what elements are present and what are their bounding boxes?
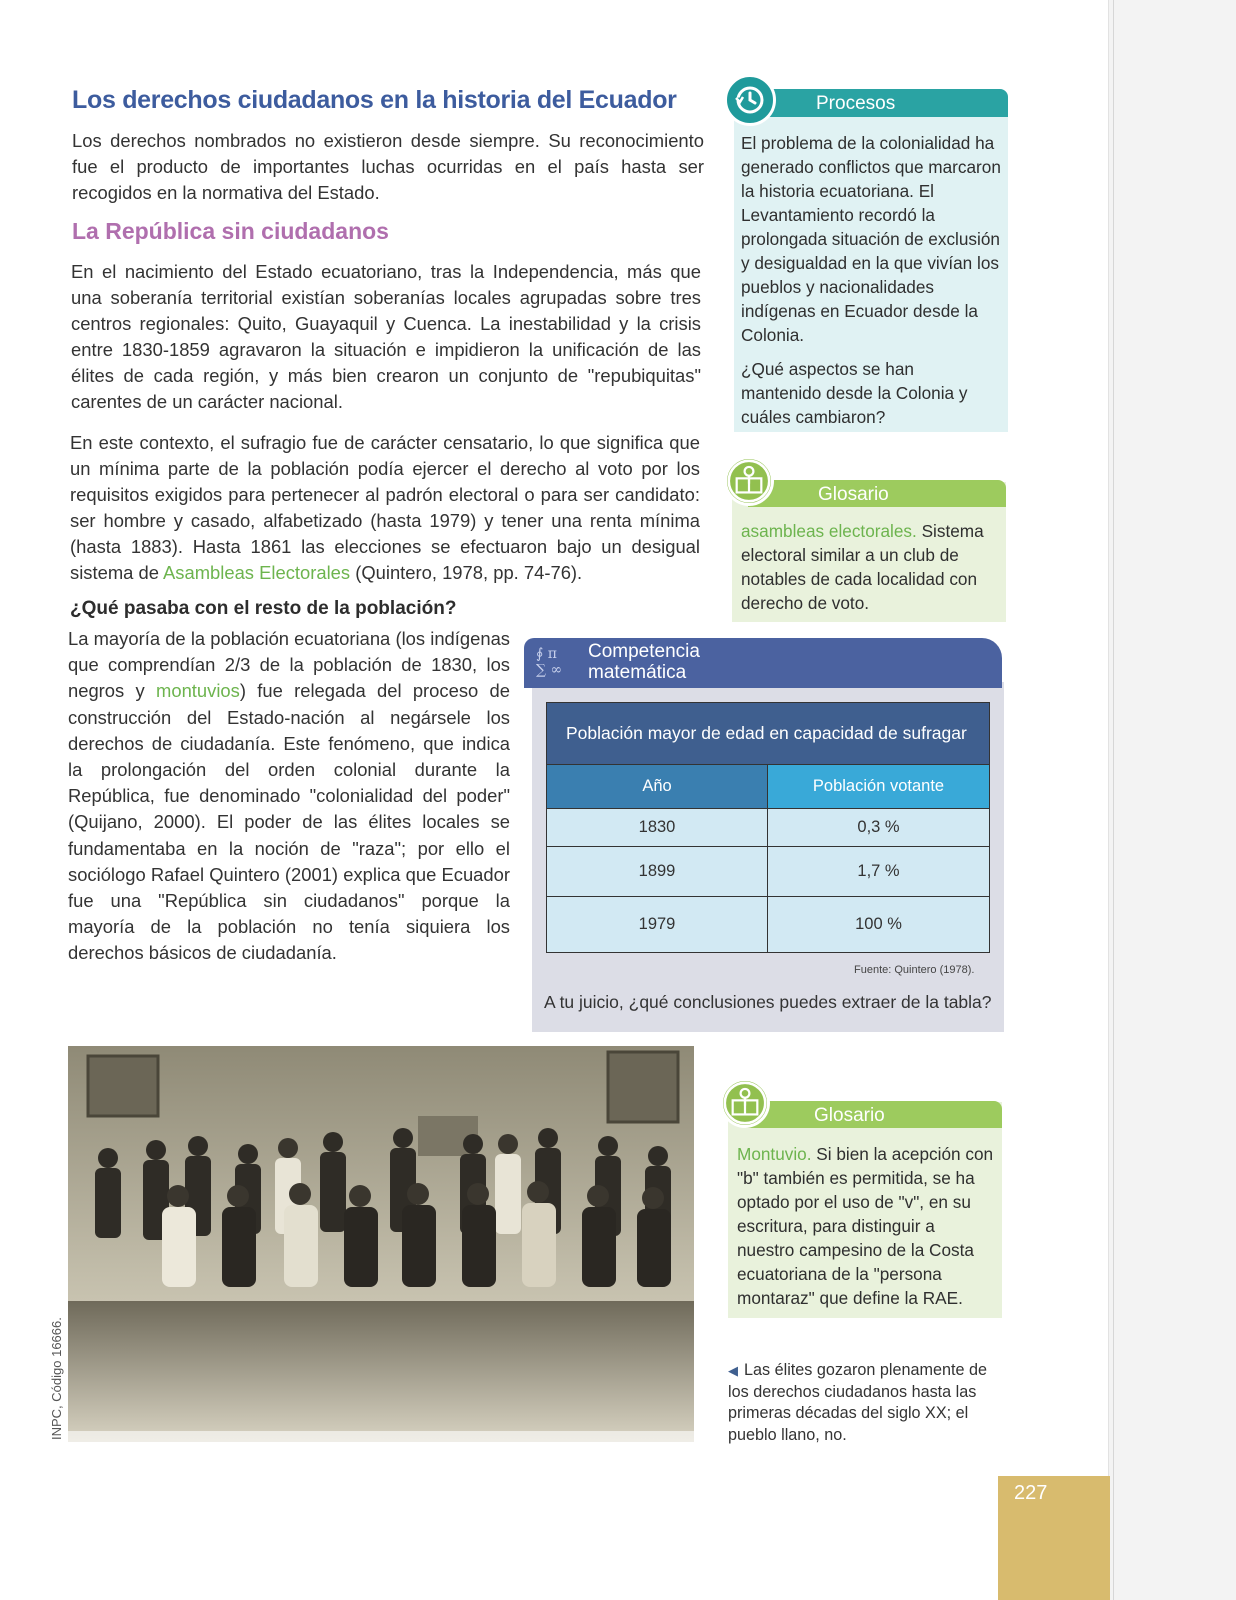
page-edge bbox=[1108, 0, 1236, 1600]
table-cell-population: 1,7 % bbox=[768, 847, 990, 897]
table-row bbox=[547, 809, 990, 847]
glosario-term: Montuvio. bbox=[737, 1144, 812, 1164]
glosario-definition bbox=[741, 519, 1003, 615]
glosario-term: asambleas electorales. bbox=[741, 521, 917, 541]
table-header-year: Año bbox=[547, 765, 768, 809]
competencia-header bbox=[524, 638, 1002, 688]
competencia-matematica-box bbox=[524, 638, 1004, 1032]
glossary-link-montuvios[interactable]: montuvios bbox=[156, 680, 240, 702]
table-source: Fuente: Quintero (1978). bbox=[854, 964, 975, 976]
glosario-definition-text: Sistema electoral similar a un club de notables de cada localidad con derecho de voto. bbox=[741, 521, 984, 613]
page-number-box bbox=[998, 1476, 1110, 1600]
procesos-header: Procesos bbox=[746, 89, 1008, 117]
paragraph-birth-of-state: En el nacimiento del Estado ecuatoriano, tras la Independencia, más que una soberanía territorial existían soberanías locales agrupadas sobre tres centros regionales: Quito, Guayaquil y Cuenca. La inestabilidad y la crisis entre 1830-1859 agravaron la situación e impidieron la unificación de las élites de cada región, y más bien crearon un conjunto de "repubiquitas" carentes de un carácter nacional. bbox=[71, 261, 701, 412]
glosario-definition-text: Si bien la acepción con "b" también es permitida, se ha optado por el uso de "v", en su escritura, para distinguir a nuestro campesino de la Costa ecuatoriana de la "persona montaraz" que define la RAE. bbox=[737, 1144, 994, 1308]
historical-group-photo bbox=[68, 1046, 694, 1442]
table-cell-population: 0,3 % bbox=[768, 809, 990, 847]
page-title: Los derechos ciudadanos en la historia del Ecuador bbox=[72, 86, 677, 114]
paragraph-text: La mayoría de la población ecuatoriana (los indígenas que comprendían 2/3 de la población de 1830, los negros y bbox=[68, 628, 510, 702]
table-cell-year: 1899 bbox=[547, 847, 768, 897]
photo-caption bbox=[728, 1360, 998, 1446]
table-row bbox=[547, 847, 990, 897]
table-header-population: Población votante bbox=[768, 765, 990, 809]
subsection-question-title: ¿Qué pasaba con el resto de la población? bbox=[70, 598, 457, 619]
competencia-question: A tu juicio, ¿qué conclusiones puedes extraer de la tabla? bbox=[544, 992, 992, 1012]
glossary-link-asambleas[interactable]: Asambleas Electorales bbox=[163, 562, 351, 583]
table-cell-year: 1830 bbox=[547, 809, 768, 847]
paragraph-text: ) fue relegada del proceso de construcción del Estado-nación al negársele los derechos de ciudadanía. Este fenómeno, que indica la prolongación del orden colonial durante la República, fue denominado "colonialidad del poder" (Quijano, 2000). El poder de las élites locales se fundamentaba en la noción de "raza"; por ello el sociólogo Rafael Quintero (2001) explica que Ecuador fue una "República sin ciudadanos" porque la mayoría de la población no tenía siquiera los derechos básicos de ciudadanía. bbox=[68, 680, 510, 964]
glosario-header: Glosario bbox=[744, 1101, 1002, 1128]
section-title: La República sin ciudadanos bbox=[72, 218, 389, 244]
intro-paragraph: Los derechos nombrados no existieron desde siempre. Su reconocimiento fue el producto de importantes luchas ocurridas en el país hasta ser recogidos en la normativa del Estado. bbox=[72, 130, 704, 203]
caption-text: Las élites gozaron plenamente de los derechos ciudadanos hasta las primeras décadas del siglo XX; el pueblo llano, no. bbox=[728, 1361, 987, 1444]
paragraph-rest-of-population bbox=[68, 626, 510, 967]
glosario-box-montuvio bbox=[720, 1078, 1002, 1318]
table-caption: Población mayor de edad en capacidad de sufragar bbox=[547, 703, 990, 765]
paragraph-censitary-suffrage bbox=[70, 430, 700, 586]
table-row bbox=[547, 897, 990, 953]
paragraph-text: (Quintero, 1978, pp. 74-76). bbox=[350, 562, 583, 583]
procesos-box bbox=[724, 72, 1008, 432]
caption-pointer-icon: ◀ bbox=[728, 1363, 738, 1378]
suffrage-table bbox=[546, 702, 990, 953]
book-icon bbox=[724, 456, 774, 506]
table-cell-population: 100 % bbox=[768, 897, 990, 953]
math-symbols-icon: ∮ π ∑ ∞ bbox=[536, 646, 563, 678]
glosario-definition bbox=[737, 1142, 995, 1310]
clock-history-icon bbox=[724, 74, 776, 126]
competencia-label: Competencia matemática bbox=[588, 641, 700, 683]
table-cell-year: 1979 bbox=[547, 897, 768, 953]
photo-credit: INPC, Código 16666. bbox=[49, 1317, 64, 1440]
page-number: 227 bbox=[1014, 1482, 1048, 1504]
paragraph-text: En este contexto, el sufragio fue de carácter censatario, lo que significa que un mínima parte de la población podía ejercer el derecho al voto por los requisitos exigidos para pertenecer al padrón electoral o para ser candidato: ser hombre y casado, alfabetizado (hasta 1979) y tener una renta mínima (hasta 1883). Hasta 1861 las elecciones se efectuaron bajo un desigual sistema de bbox=[70, 432, 700, 583]
procesos-question: ¿Qué aspectos se han mantenido desde la Colonia y cuáles cambiaron? bbox=[741, 359, 968, 427]
glosario-header: Glosario bbox=[748, 480, 1006, 507]
glosario-box-asambleas bbox=[724, 456, 1006, 622]
book-icon bbox=[720, 1078, 770, 1128]
procesos-text: El problema de la colonialidad ha generado conflictos que marcaron la historia ecuatoriana. El Levantamiento recordó la prolongada situación de exclusión y desigualdad en la que vivían los pueblos y nacionalidades indígenas en Ecuador desde la Colonia. bbox=[741, 133, 1001, 345]
